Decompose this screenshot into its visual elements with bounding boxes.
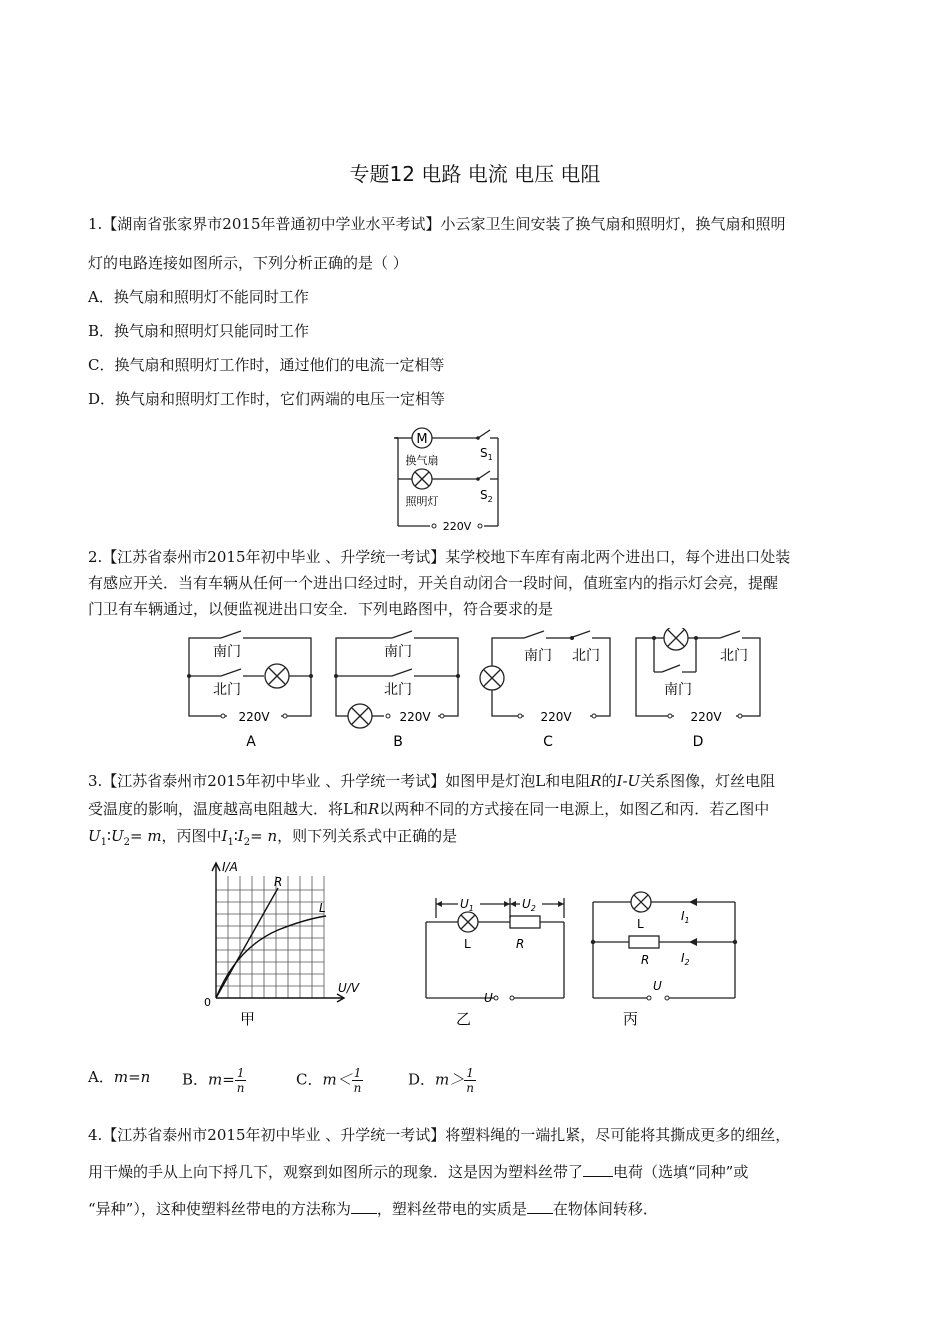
q3-yi-caption: 乙 bbox=[456, 1010, 472, 1028]
q1-stem-line1: 1.【湖南省张家界市2015年普通初中学业水平考试】小云家卫生间安装了换气扇和照明灯，换气扇和照明 bbox=[88, 215, 786, 233]
q3-yi-l-label: L bbox=[464, 937, 471, 951]
q3-option-d: D．m＞ $\frac{1}{n}$ bbox=[408, 1066, 474, 1095]
q3-graph-curve-l: L bbox=[319, 901, 326, 915]
q2d-voltage-label: 220V bbox=[690, 710, 722, 724]
q2-stem-line2: 有感应开关．当有车辆从任何一个进出口经过时，开关自动闭合一段时间，值班室内的指示灯会亮，提醒 bbox=[88, 574, 779, 592]
q3-bing-u-label: U bbox=[653, 979, 662, 993]
q4-blank-2[interactable] bbox=[351, 1213, 377, 1214]
q2d-north-label: 北门 bbox=[720, 648, 748, 664]
q2-circuit-d bbox=[630, 628, 770, 750]
q3-bing-caption: 丙 bbox=[623, 1010, 639, 1028]
q2-circuit-c bbox=[478, 628, 618, 750]
q1-fan-label: 换气扇 bbox=[405, 454, 439, 467]
q3-option-c: C．m＜ $\frac{1}{n}$ bbox=[296, 1066, 362, 1095]
q2-circuit-b bbox=[330, 628, 465, 750]
q2c-north-label: 北门 bbox=[572, 648, 600, 664]
q4-stem-line3: “异种”），这种使塑料丝带电的方法称为 ，塑料丝带电的实质是 在物体间转移． bbox=[88, 1200, 658, 1218]
q3-bing-i1-label: $I_1$ bbox=[681, 909, 690, 925]
q3-yi-u2-label: $U_2$ bbox=[522, 897, 536, 913]
q1-s2-label: $S_2$ bbox=[480, 488, 493, 504]
q2a-voltage-label: 220V bbox=[238, 710, 270, 724]
q2a-option-label: A bbox=[246, 734, 256, 750]
q2d-option-label: D bbox=[692, 734, 704, 750]
q3-graph-curve-r: R bbox=[274, 875, 283, 889]
q3-bing-r-label: R bbox=[641, 953, 650, 967]
q3-graph-xlabel: U/V bbox=[338, 981, 360, 995]
q3-stem-line2: 受温度的影响，温度越高电阻越大．将L和R以两种不同的方式接在同一电源上，如图乙和丙．若乙图中 bbox=[88, 800, 770, 818]
q3-yi-r-label: R bbox=[516, 937, 525, 951]
q1-lamp-label: 照明灯 bbox=[405, 495, 439, 508]
q3-stem-line3: $U_1∶U_2= m$，丙图中$I_1∶I_2= n$，则下列关系式中正确的是 bbox=[88, 827, 458, 848]
q4-stem-line1: 4.【江苏省泰州市2015年初中毕业 、升学统一考试】将塑料绳的一端扎紧，尽可能将其撕成更多的细丝， bbox=[88, 1126, 791, 1144]
q1-stem-line2: 灯的电路连接如图所示，下列分析正确的是（ ） bbox=[88, 254, 408, 272]
q3-bing-l-label: L bbox=[637, 917, 644, 931]
q3-option-a: A．m=n bbox=[88, 1068, 151, 1086]
q1-option-b: B．换气扇和照明灯只能同时工作 bbox=[88, 322, 310, 340]
q2c-voltage-label: 220V bbox=[540, 710, 572, 724]
q1-circuit-figure bbox=[390, 424, 530, 536]
page-title: 专题12 电路 电流 电压 电阻 bbox=[349, 162, 601, 186]
q2b-north-label: 北门 bbox=[384, 682, 412, 698]
q3-circuit-bing bbox=[585, 890, 745, 1030]
q3-graph-caption: 甲 bbox=[240, 1010, 256, 1028]
q3-stem-line1: 3.【江苏省泰州市2015年初中毕业 、升学统一考试】如图甲是灯泡L和电阻R的I-U关系图像，灯丝电阻 bbox=[88, 772, 776, 790]
q1-motor-label: M bbox=[416, 432, 428, 447]
q2a-north-label: 北门 bbox=[213, 682, 241, 698]
q2-stem-line3: 门卫有车辆通过，以便监视进出口安全．下列电路图中，符合要求的是 bbox=[88, 600, 554, 618]
q3-circuit-yi bbox=[418, 890, 578, 1030]
q2d-south-label: 南门 bbox=[664, 682, 692, 698]
q3-option-b: B．m= $\frac{1}{n}$ bbox=[182, 1066, 245, 1095]
q3-yi-u-label: U bbox=[484, 991, 493, 1005]
q3-graph-jia bbox=[198, 858, 378, 1038]
q1-option-d: D．换气扇和照明灯工作时，它们两端的电压一定相等 bbox=[88, 390, 446, 408]
q1-s1-label: $S_1$ bbox=[480, 446, 493, 462]
q3-graph-ylabel: I/A bbox=[222, 860, 238, 874]
q2b-voltage-label: 220V bbox=[399, 710, 431, 724]
q1-option-c: C．换气扇和照明灯工作时，通过他们的电流一定相等 bbox=[88, 356, 445, 374]
q3-graph-origin: 0 bbox=[204, 996, 211, 1009]
q3-yi-u1-label: $U_1$ bbox=[460, 897, 474, 913]
q4-blank-3[interactable] bbox=[527, 1213, 553, 1214]
q2-circuit-a bbox=[183, 628, 318, 750]
q1-option-a: A．换气扇和照明灯不能同时工作 bbox=[88, 288, 309, 306]
q1-voltage-label: 220V bbox=[442, 520, 472, 533]
q4-stem-line2: 用干燥的手从上向下捋几下，观察到如图所示的现象．这是因为塑料丝带了 电荷（选填“同种”或 bbox=[88, 1163, 749, 1181]
q2b-south-label: 南门 bbox=[384, 644, 412, 660]
q2c-south-label: 南门 bbox=[524, 648, 552, 664]
q2a-south-label: 南门 bbox=[213, 644, 241, 660]
q2b-option-label: B bbox=[393, 734, 403, 750]
q3-bing-i2-label: $I_2$ bbox=[681, 951, 690, 967]
q2-stem-line1: 2.【江苏省泰州市2015年初中毕业 、升学统一考试】某学校地下车库有南北两个进出口，每个进出口处装 bbox=[88, 548, 791, 566]
q4-blank-1[interactable] bbox=[583, 1176, 613, 1177]
q2c-option-label: C bbox=[543, 734, 553, 750]
